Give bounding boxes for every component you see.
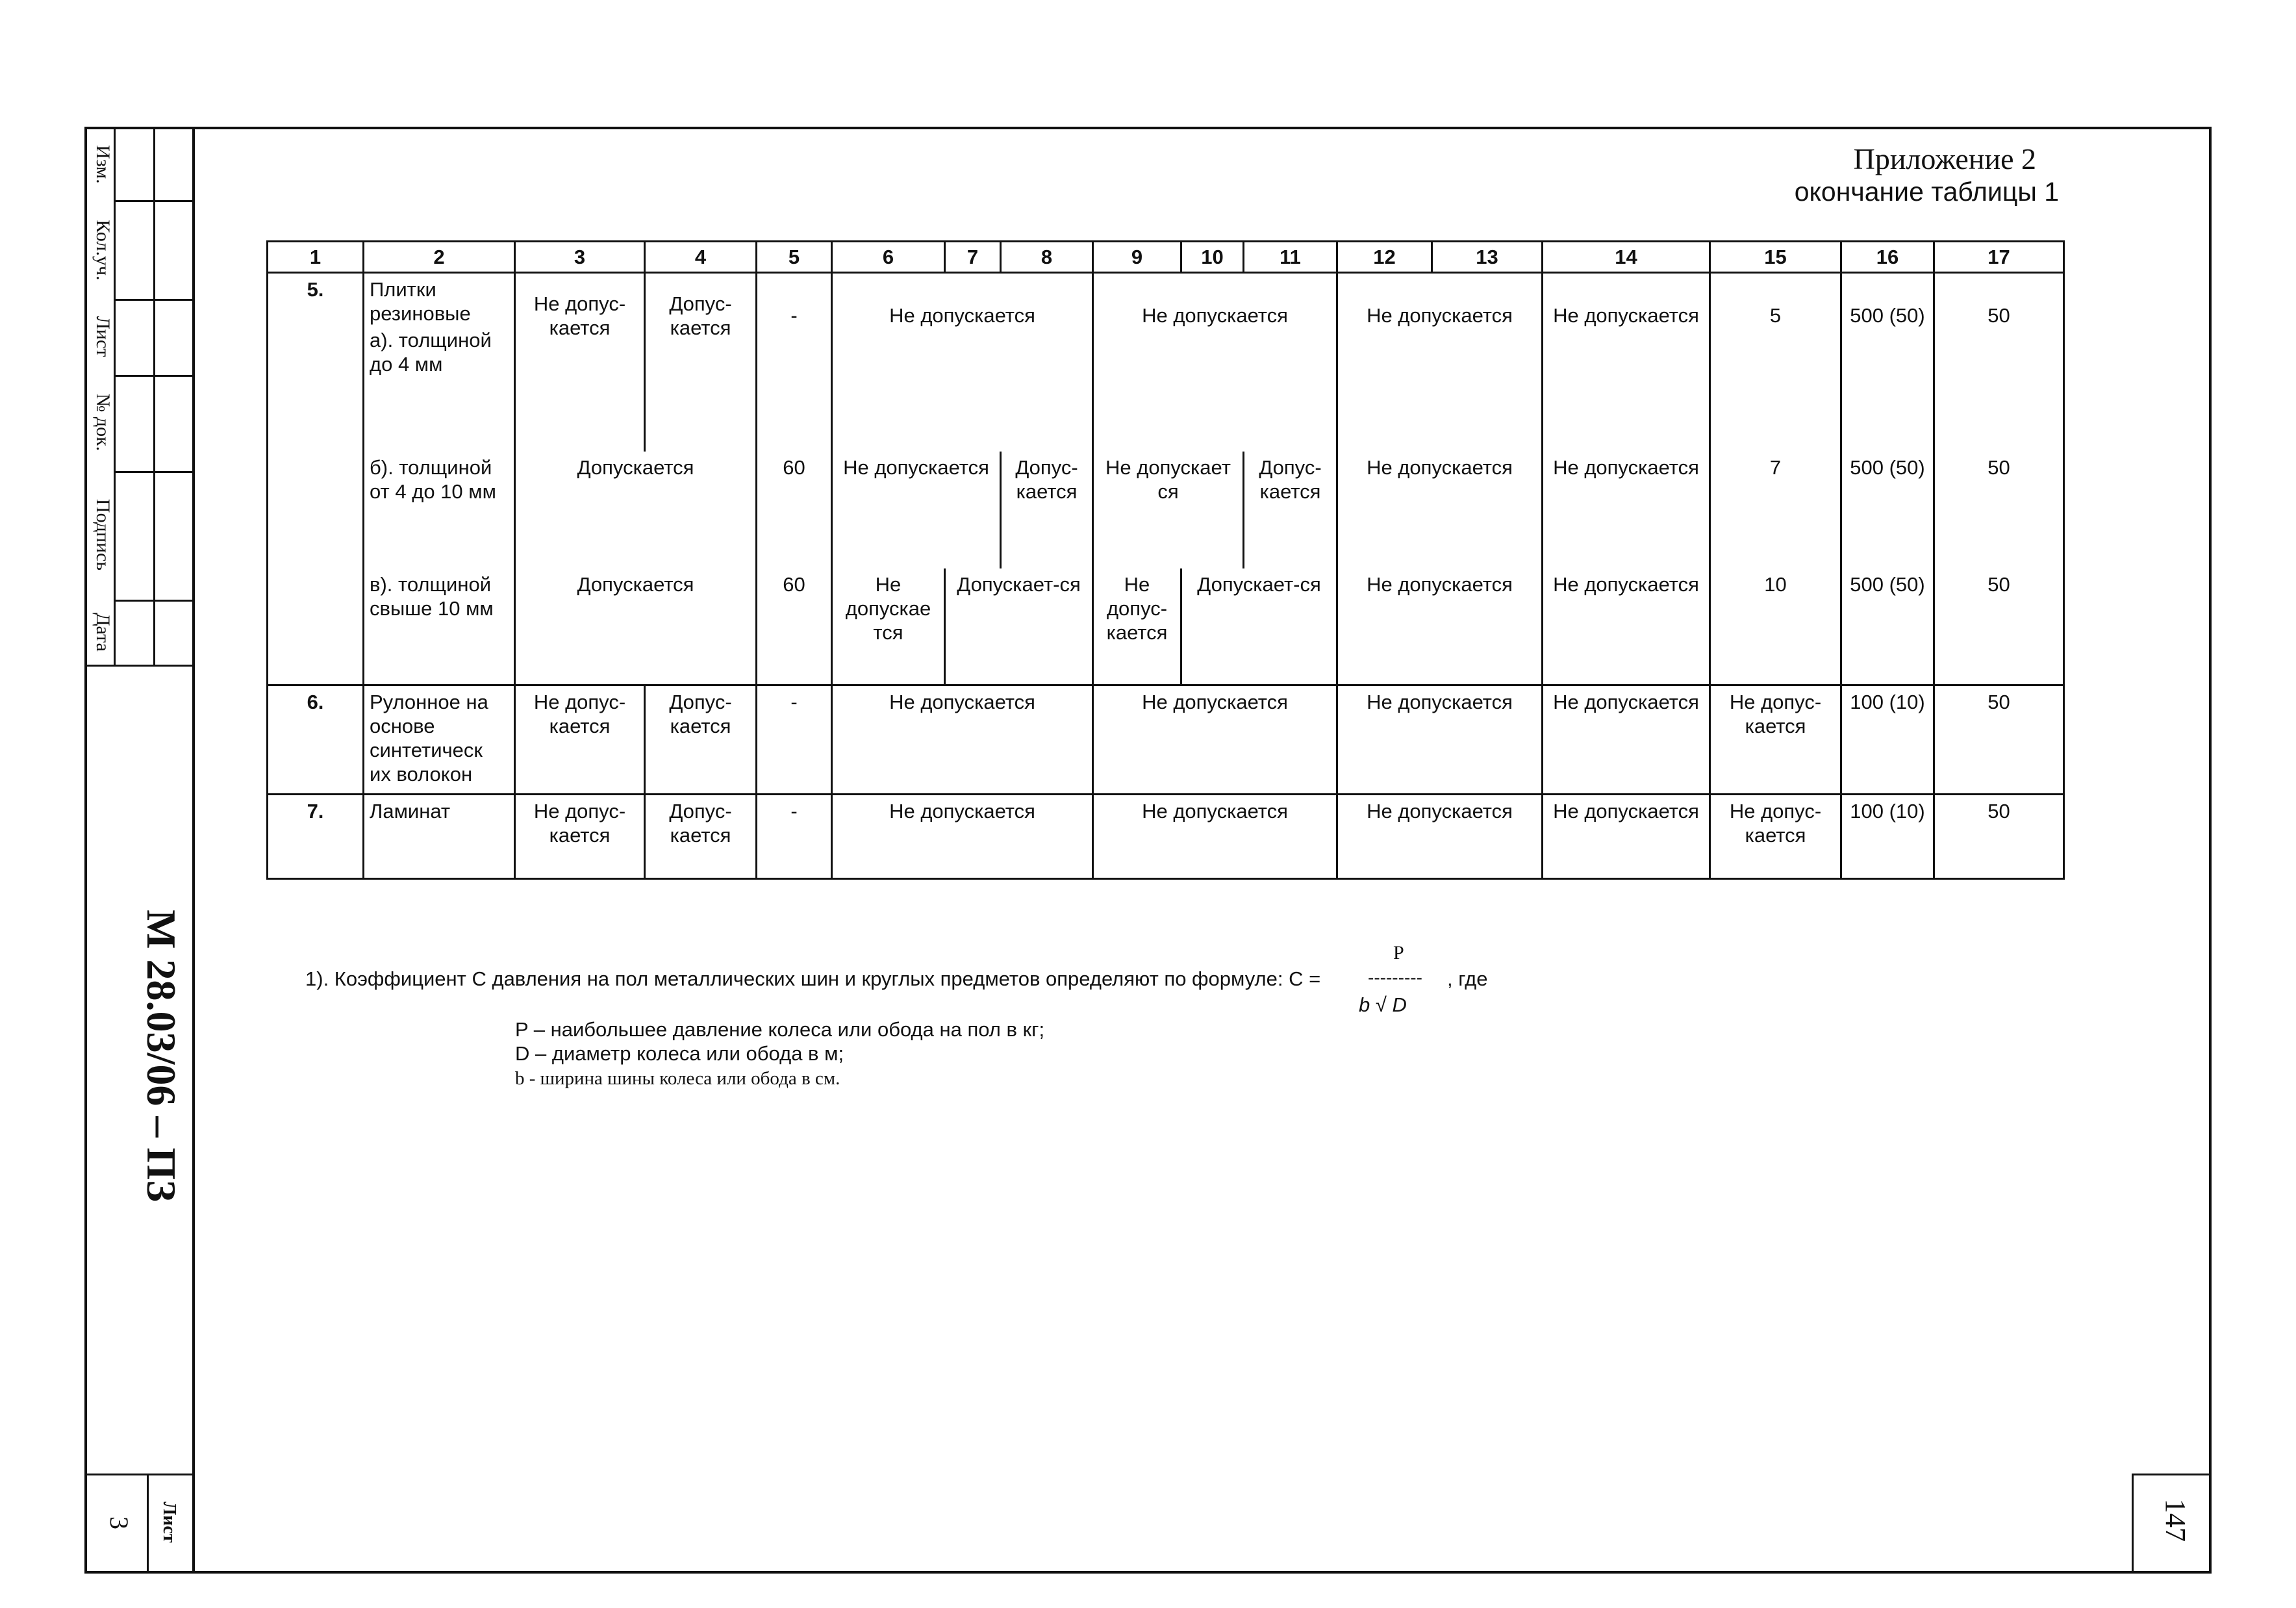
table-row <box>268 685 2064 795</box>
column-header: 3 <box>515 242 645 273</box>
sheet-number: 3 <box>105 1516 134 1529</box>
table-cell: Не допус-кается <box>515 685 645 795</box>
stamp-kol-uch: Кол.уч. <box>92 220 114 281</box>
table-cell: Допус-кается <box>1001 452 1093 568</box>
sheet-box-top <box>84 1474 194 1475</box>
material-name <box>364 273 515 452</box>
column-header: 4 <box>645 242 757 273</box>
material-title: Плитки резиновые <box>370 278 471 325</box>
table-cell: 100 (10) <box>1841 795 1934 879</box>
table-cell: - <box>757 685 832 795</box>
table-cell <box>1543 273 1710 452</box>
table-cell: Не допускается <box>1543 685 1710 795</box>
cell-text: 50 <box>1987 304 2010 327</box>
table-cell: 7 <box>1710 452 1841 568</box>
table-row <box>268 452 2064 568</box>
table-cell: Не допускается <box>1543 452 1710 568</box>
table-cell: Допускает-ся <box>1181 568 1337 685</box>
column-header: 6 <box>832 242 945 273</box>
table-cell: 50 <box>1934 452 2064 568</box>
material-subtype: а). толщиной до 4 мм <box>370 329 492 376</box>
page-box-top <box>2132 1474 2210 1475</box>
cell-text: Не допускается <box>889 304 1035 327</box>
table-header-row <box>268 242 2064 273</box>
table-cell: Допускает-ся <box>945 568 1093 685</box>
cell-text: - <box>790 304 798 327</box>
table-cell: 50 <box>1934 685 2064 795</box>
cell-text: Не допускается <box>1142 304 1288 327</box>
stamp-col-a <box>114 127 116 666</box>
material-name: Рулонное на основе синтетическ их волокон <box>364 685 515 795</box>
footnote-main: 1). Коэффициент С давления на пол металлических шин и круглых предметов определяют по формуле: С = <box>305 967 1321 990</box>
table-subtitle: окончание таблицы 1 <box>1794 177 2059 207</box>
row-number: 7. <box>268 795 364 879</box>
row-number: 6. <box>268 685 364 795</box>
cell-text: Не допускается <box>1553 304 1699 327</box>
column-header: 8 <box>1001 242 1093 273</box>
table-cell <box>515 273 645 452</box>
table-cell: Не допускает ся <box>1093 452 1244 568</box>
frame-left <box>84 127 87 1574</box>
table-cell: Не допус-кается <box>515 795 645 879</box>
frame-bottom <box>84 1571 2212 1574</box>
definition-p: P – наибольшее давление колеса или обода на пол в кг; <box>515 1018 1045 1041</box>
table-cell: Не допускается <box>832 452 1001 568</box>
stamp-podpis: Подпись <box>92 498 114 571</box>
table-cell: Не допускается <box>1337 568 1543 685</box>
table-cell <box>645 273 757 452</box>
table-cell: Не допускается <box>832 685 1093 795</box>
stamp-h1 <box>114 200 194 202</box>
table-cell <box>1337 273 1543 452</box>
column-header: 2 <box>364 242 515 273</box>
frame-right <box>2209 127 2212 1574</box>
table-cell: Не допус-кается <box>1093 568 1181 685</box>
material-subtype: в). толщиной свыше 10 мм <box>364 568 515 685</box>
frame-inner-left <box>192 127 195 1574</box>
stamp-list: Лист <box>92 316 114 357</box>
column-header: 14 <box>1543 242 1710 273</box>
column-header: 5 <box>757 242 832 273</box>
table-cell: 500 (50) <box>1841 568 1934 685</box>
table-cell: Допус-кается <box>645 795 757 879</box>
frame-top <box>84 127 2212 129</box>
stamp-izm: Изм. <box>92 145 114 184</box>
page-number: 147 <box>2160 1499 2191 1542</box>
table-cell <box>757 273 832 452</box>
table-cell: Допускается <box>515 452 757 568</box>
formula-numerator: P <box>1393 942 1404 964</box>
table-cell: Допус-кается <box>645 685 757 795</box>
table-cell: 50 <box>1934 795 2064 879</box>
column-header: 1 <box>268 242 364 273</box>
table-cell: Не допускается <box>1093 685 1337 795</box>
table-cell: Не допускается <box>1543 795 1710 879</box>
table-cell: Не допус-кается <box>1710 685 1841 795</box>
table-cell: Не допускается <box>1337 452 1543 568</box>
table-cell <box>1841 273 1934 452</box>
table-cell: Допус-кается <box>1244 452 1337 568</box>
main-table <box>266 240 2065 880</box>
sheet-label: Лист <box>159 1501 179 1543</box>
formula-where: , где <box>1447 967 1488 990</box>
table-row <box>268 568 2064 685</box>
table-cell: 10 <box>1710 568 1841 685</box>
appendix-title: Приложение 2 <box>1853 142 2036 175</box>
cell-text: 500 (50) <box>1850 304 1925 327</box>
stamp-h3 <box>114 375 194 377</box>
column-header: 10 <box>1181 242 1244 273</box>
table-cell: Не допускается <box>1543 568 1710 685</box>
cell-text: Не допус-кается <box>533 292 626 339</box>
formula-dashes: --------- <box>1368 967 1422 988</box>
row-number: 5. <box>268 273 364 685</box>
table-cell: Не допус-кается <box>1710 795 1841 879</box>
column-header: 17 <box>1934 242 2064 273</box>
column-header: 15 <box>1710 242 1841 273</box>
column-header: 7 <box>945 242 1001 273</box>
definition-d: D – диаметр колеса или обода в м; <box>515 1042 844 1065</box>
table-cell <box>832 273 1093 452</box>
document-code: М 28.03/06 – ПЗ <box>138 910 184 1202</box>
cell-text: Допус-кается <box>669 292 732 339</box>
table-cell: 50 <box>1934 568 2064 685</box>
cell-text: Не допускается <box>1367 304 1513 327</box>
stamp-data: Дата <box>92 613 114 652</box>
table-cell: 500 (50) <box>1841 452 1934 568</box>
table-cell: 100 (10) <box>1841 685 1934 795</box>
column-header: 12 <box>1337 242 1432 273</box>
table-cell: - <box>757 795 832 879</box>
table-cell: Не допускается <box>832 795 1093 879</box>
table-cell: 60 <box>757 452 832 568</box>
stamp-h4 <box>114 471 194 473</box>
definition-b: b - ширина шины колеса или обода в см. <box>515 1068 840 1089</box>
table-cell: Не допускается <box>1337 685 1543 795</box>
table-cell: 60 <box>757 568 832 685</box>
stamp-doc-no: № док. <box>92 393 114 452</box>
table-row <box>268 273 2064 452</box>
sheet-box-mid <box>147 1474 149 1572</box>
table-cell: Не допускается <box>1337 795 1543 879</box>
stamp-h5 <box>114 600 194 602</box>
column-header: 13 <box>1432 242 1543 273</box>
table-cell <box>1710 273 1841 452</box>
table-cell: Не допускается <box>1093 795 1337 879</box>
material-name: Ламинат <box>364 795 515 879</box>
column-header: 9 <box>1093 242 1181 273</box>
table-cell <box>1093 273 1337 452</box>
formula-denominator: b √ D <box>1359 993 1407 1016</box>
cell-text: 5 <box>1769 304 1782 327</box>
column-header: 16 <box>1841 242 1934 273</box>
stamp-h2 <box>114 299 194 301</box>
column-header: 11 <box>1244 242 1337 273</box>
page-box-left <box>2132 1474 2134 1572</box>
table-row <box>268 795 2064 879</box>
table-cell: Допускается <box>515 568 757 685</box>
material-subtype: б). толщиной от 4 до 10 мм <box>364 452 515 568</box>
table-cell <box>1934 273 2064 452</box>
table-cell: Не допускае тся <box>832 568 945 685</box>
stamp-col-b <box>153 127 155 666</box>
